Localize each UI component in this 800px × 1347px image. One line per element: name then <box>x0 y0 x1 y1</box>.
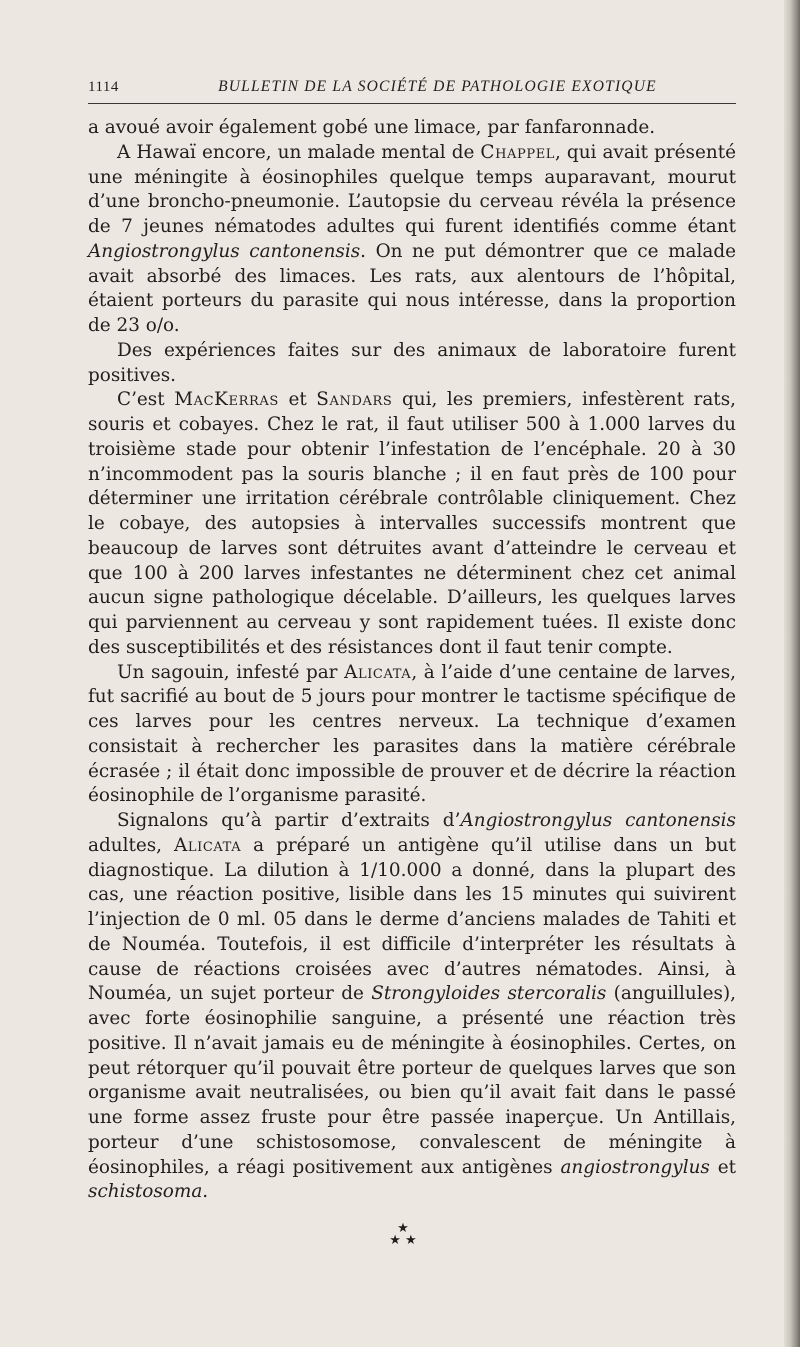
section-separator-asterism <box>70 1223 736 1247</box>
book-page <box>88 78 736 1247</box>
author-name: MacKerras <box>174 389 279 411</box>
author-name: Alicata <box>344 661 412 683</box>
author-name: Chappel <box>480 141 556 163</box>
author-name: Sandars <box>316 389 393 411</box>
book-spine-shadow <box>784 0 800 1347</box>
author-name: Alicata <box>173 834 242 856</box>
species-name: Angiostrongylus cantonensis <box>88 240 361 262</box>
species-name: Strongyloides stercoralis <box>371 983 607 1005</box>
paragraph-hawaii: A Hawaï encore, un malade mental de Chappel, qui avait présenté une méningite à éosinophiles quelque temps auparavant, mourut d’une broncho-pneumonie. L’autopsie du cerveau révéla la présence de 7 jeunes nématodes adultes qui furent identifiés comme étant Angiostrongylus cantonensis. On ne put démontrer que ce malade avait absorbé des limaces. Les rats, aux alentours de l’hôpital, étaient porteurs du parasite qui nous intéresse, dans la proportion de 23 o/o. <box>88 141 736 336</box>
paragraph-mackerras: C’est MacKerras et Sandars qui, les premiers, infestèrent rats, souris et cobayes. Chez le rat, il faut utiliser 500 à 1.000 larves du troisième stade pour obtenir l’infestation de l’encéphale. 20 à 30 n’incommodent pas la souris blanche ; il en faut près de 100 pour déterminer une irritation cérébrale contrôlable cliniquement. Chez le cobaye, des autopsies à intervalles successifs montrent que beaucoup de larves sont détruites avant d’atteindre le cerveau et que 100 à 200 larves infestantes ne déterminent chez cet animal aucun signe pathologique décelable. D’ailleurs, les quelques larves qui parviennent au cerveau y sont rapidement tuées. Il existe donc des susceptibilités et des résistances dont il faut tenir compte. <box>88 389 736 658</box>
paragraph-experiments: Des expériences faites sur des animaux de laboratoire furent positives. <box>88 339 736 386</box>
species-name: schistosoma <box>88 1181 203 1203</box>
article-body <box>88 116 736 1205</box>
species-name: angiostrongylus <box>560 1156 710 1178</box>
page-number: 1114 <box>88 79 119 95</box>
star-icons-bottom: ★ ★ <box>389 1233 417 1248</box>
species-name: Angiostrongylus cantonensis <box>460 810 736 831</box>
paragraph-continuation: a avoué avoir également gobé une limace, par fanfaronnade. <box>88 117 656 138</box>
star-icon-top: ★ <box>397 1221 409 1236</box>
paragraph-sagouin: Un sagouin, infesté par Alicata, à l’aide d’une centaine de larves, fut sacrifié au bout de 5 jours pour montrer le tactisme spécifique de ces larves pour les centres nerveux. La technique d’examen consistait à rechercher les parasites dans la matière cérébrale écrasée ; il était donc impossible de prouver et de décrire la réaction éosinophile de l’organisme parasité. <box>88 661 736 807</box>
paragraph-antigen: Signalons qu’à partir d’extraits d’Angiostrongylus cantonensis adultes, Alicata a préparé un antigène qu’il utilise dans un but diagnostique. La dilution à 1/10.000 a donné, dans la plupart des cas, une réaction positive, lisible dans les 15 minutes qui suivirent l’injection de 0 ml. 05 dans le derme d’anciens malades de Tahiti et de Nouméa. Toutefois, il est difficile d’interpréter les résultats à cause de réactions croisées avec d’autres nématodes. Ainsi, à Nouméa, un sujet porteur de Strongyloides stercoralis (anguillules), avec forte éosinophilie sanguine, a présenté une réaction très positive. Il n’avait jamais eu de méningite à éosinophiles. Certes, on peut rétorquer qu’il pouvait être porteur de quelques larves que son organisme avait neutralisées, ou bien qu’il avait fait dans le passé une forme assez fruste pour être passée inaperçue. Un Antillais, porteur d’une schistosomose, convalescent de méningite à éosinophiles, a réagi positivement aux antigènes angiostrongylus et schistosoma. <box>88 810 737 1203</box>
page-header <box>88 78 736 104</box>
running-title: BULLETIN DE LA SOCIÉTÉ DE PATHOLOGIE EXOTIQUE <box>218 78 657 95</box>
